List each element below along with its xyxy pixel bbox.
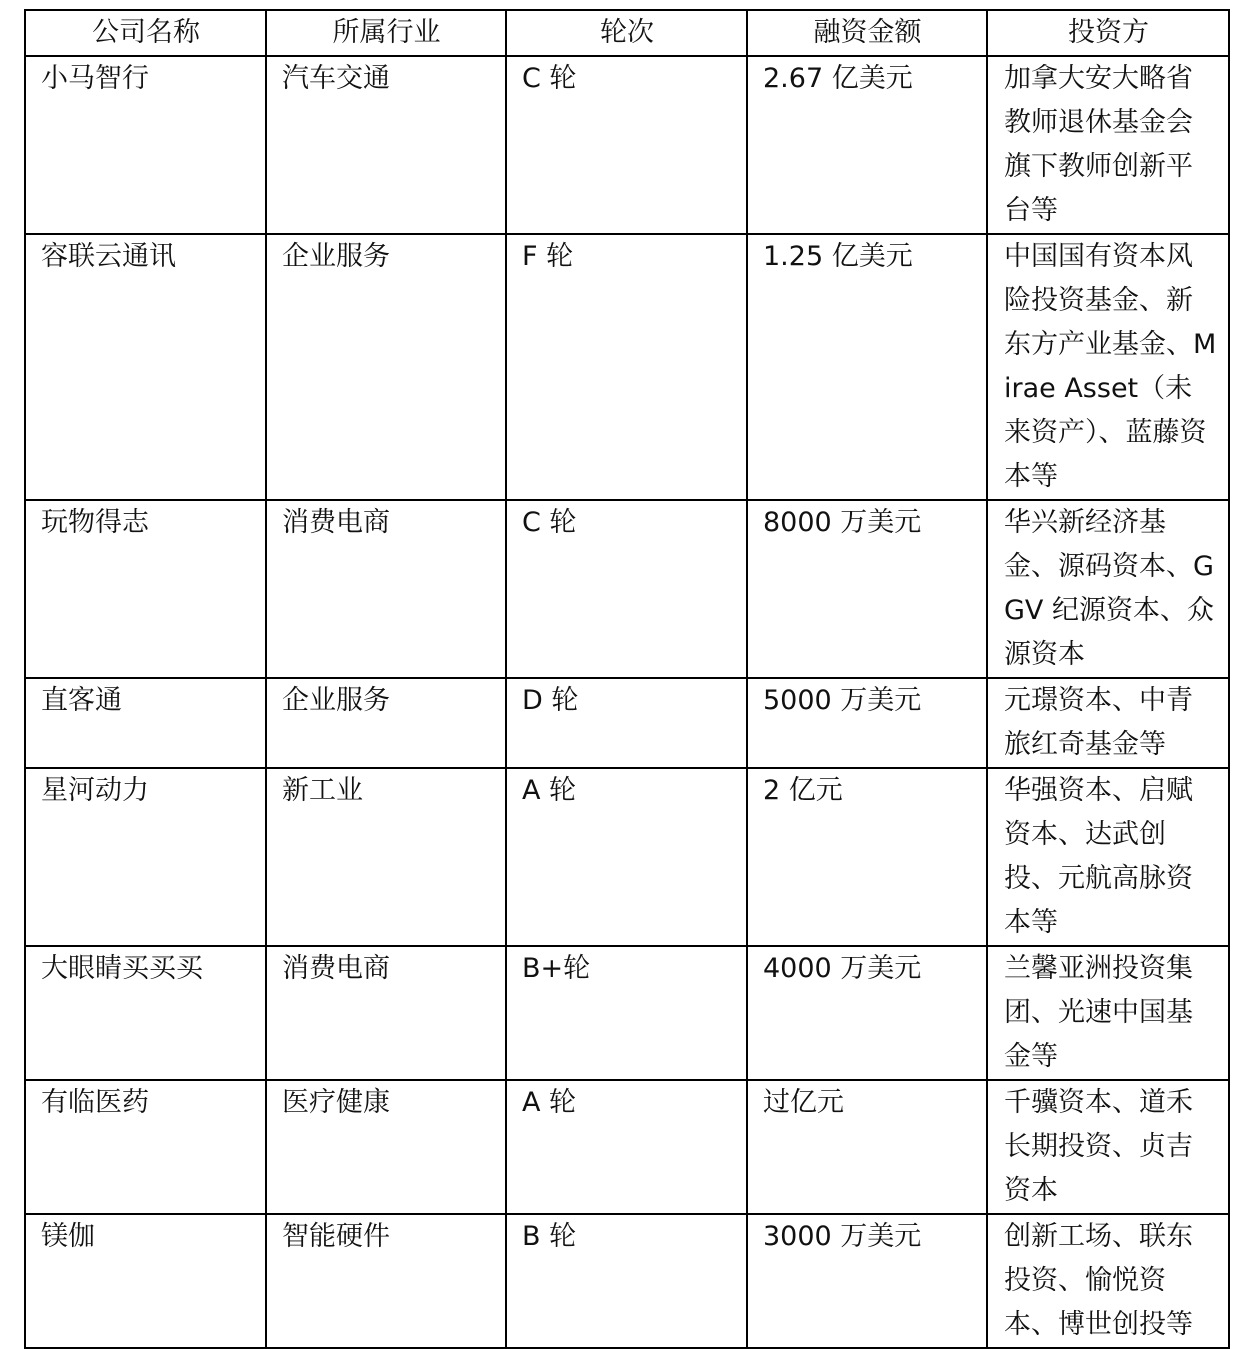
investors-cell: 中国国有资本风险投资基金、新东方产业基金、Mirae Asset（未来资产）、蓝藤资本等: [987, 234, 1229, 500]
round-cell: C 轮: [506, 56, 747, 234]
industry-cell: 新工业: [266, 768, 506, 946]
investors-cell: 华兴新经济基金、源码资本、GGV 纪源资本、众源资本: [987, 500, 1229, 678]
investors-cell: 加拿大安大略省教师退休基金会旗下教师创新平台等: [987, 56, 1229, 234]
industry-cell: 汽车交通: [266, 56, 506, 234]
company-cell: 有临医药: [25, 1080, 266, 1214]
company-cell: 大眼睛买买买: [25, 946, 266, 1080]
industry-cell: 消费电商: [266, 500, 506, 678]
amount-cell: 2.67 亿美元: [747, 56, 987, 234]
round-cell: F 轮: [506, 234, 747, 500]
industry-cell: 企业服务: [266, 678, 506, 768]
company-cell: 容联云通讯: [25, 234, 266, 500]
investors-cell: 千骥资本、道禾长期投资、贞吉资本: [987, 1080, 1229, 1214]
header-industry: 所属行业: [266, 10, 506, 56]
investors-cell: 元璟资本、中青旅红奇基金等: [987, 678, 1229, 768]
investors-cell: 兰馨亚洲投资集团、光速中国基金等: [987, 946, 1229, 1080]
header-amount: 融资金额: [747, 10, 987, 56]
round-cell: B+轮: [506, 946, 747, 1080]
table-row: [25, 1214, 1229, 1348]
header-investors: 投资方: [987, 10, 1229, 56]
investors-cell: 创新工场、联东投资、愉悦资本、博世创投等: [987, 1214, 1229, 1348]
investors-cell: 华强资本、启赋资本、达武创投、元航高脉资本等: [987, 768, 1229, 946]
company-cell: 玩物得志: [25, 500, 266, 678]
round-cell: A 轮: [506, 1080, 747, 1214]
round-cell: C 轮: [506, 500, 747, 678]
company-cell: 直客通: [25, 678, 266, 768]
company-cell: 小马智行: [25, 56, 266, 234]
table-header-row: [25, 10, 1229, 56]
industry-cell: 医疗健康: [266, 1080, 506, 1214]
table-row: [25, 1080, 1229, 1214]
amount-cell: 过亿元: [747, 1080, 987, 1214]
round-cell: A 轮: [506, 768, 747, 946]
round-cell: B 轮: [506, 1214, 747, 1348]
header-round: 轮次: [506, 10, 747, 56]
amount-cell: 8000 万美元: [747, 500, 987, 678]
industry-cell: 企业服务: [266, 234, 506, 500]
amount-cell: 3000 万美元: [747, 1214, 987, 1348]
table-row: [25, 946, 1229, 1080]
table-row: [25, 768, 1229, 946]
amount-cell: 5000 万美元: [747, 678, 987, 768]
table-row: [25, 56, 1229, 234]
header-company: 公司名称: [25, 10, 266, 56]
company-cell: 镁伽: [25, 1214, 266, 1348]
company-cell: 星河动力: [25, 768, 266, 946]
round-cell: D 轮: [506, 678, 747, 768]
amount-cell: 1.25 亿美元: [747, 234, 987, 500]
amount-cell: 4000 万美元: [747, 946, 987, 1080]
industry-cell: 消费电商: [266, 946, 506, 1080]
industry-cell: 智能硬件: [266, 1214, 506, 1348]
table-row: [25, 234, 1229, 500]
funding-table: [24, 9, 1230, 1349]
amount-cell: 2 亿元: [747, 768, 987, 946]
table-row: [25, 500, 1229, 678]
table-row: [25, 678, 1229, 768]
